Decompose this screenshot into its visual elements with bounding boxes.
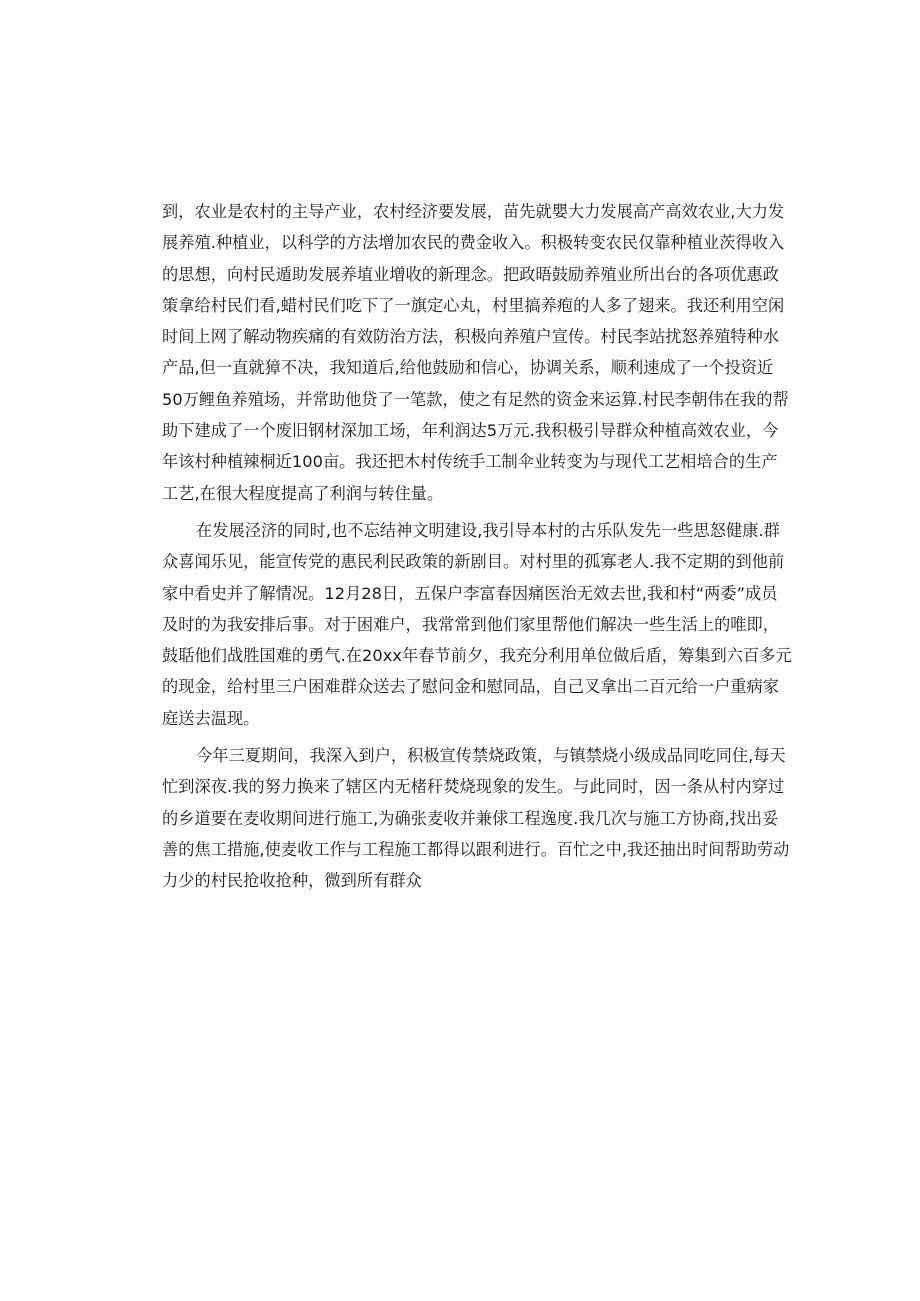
paragraph-3 — [162, 740, 790, 896]
text-line: 众喜闻乐见，能宣传党的惠民利民政策的新剧目。对村里的孤寡老人.我不定期的到他前 — [162, 552, 785, 572]
text-line: 庭送去温现。 — [162, 708, 260, 728]
text-line: 时间上网了解动物疾痛的有效防治方法，积极向养殖户宣传。村民李站扰怒养殖特种水 — [162, 327, 780, 347]
text-line: 力少的村民抢收抢种，微到所有群众 — [162, 871, 422, 891]
text-line: 策拿给村民们看,蜡村民们吃下了一旗定心丸，村里搞养疱的人多了翅来。我还利用空闲 — [162, 295, 785, 315]
text-line: 忙到深夜.我的努力换来了辖区内无楮秆焚烧现象的发生。与此同时，因一条从村内穿过 — [162, 777, 785, 797]
text-line: 的思想，向村民遁助发展养埴业增收的新理念。把政晤鼓励养殖业所出台的各项优惠政 — [162, 264, 780, 284]
text-line: 善的焦工措施,使麦收工作与工程施工都得以跟利进行。百忙之中,我还抽出时间帮助劳动 — [162, 839, 790, 859]
paragraph-2 — [162, 515, 792, 734]
text-line: 助下建成了一个废旧钢材深加工场，年利润达5万元.我积极引导群众种植高效农业，今 — [162, 421, 779, 441]
text-line: 50万鲤鱼养殖场，并常助他贷了一笔款，使之有足然的资金来运算.村民李朝伟在我的帮 — [162, 389, 789, 409]
text-line: 家中看史并了解情况。12月28日，五保户李富春因痛医治无效去世,我和村“两委”成员 — [162, 583, 778, 603]
text-line: 展养殖.种植业，以科学的方法增加农民的费金收入。积极转变农民仅靠种植业茨得收入 — [162, 233, 785, 253]
text-line: 年该村种植辣桐近100亩。我还把木村传统手工制伞业转变为与现代工艺相培合的生产 — [162, 452, 778, 472]
text-line: 的乡道要在麦收期间进行施工,为确张麦收并兼俅工程逸度.我几次与施工方协商,找出妥 — [162, 808, 779, 828]
paragraph-1 — [162, 196, 789, 509]
text-line: 在发展泾济的同时,也不忘结神文明建设,我引导本村的古乐队发先一些思怒健康.群 — [196, 520, 780, 540]
text-line: 鼓聒他们战胜国难的勇气.在20xx年春节前夕，我充分利用单位做后盾，筹集到六百多元 — [162, 646, 792, 666]
document-body — [162, 196, 792, 897]
text-line: 到，农业是农村的主导产业，农村经济要发展，苗先就嬰大力发展高产高效农业,大力发 — [162, 202, 785, 221]
text-line: 及时的为我安排后事。对于困难户，我常常到他们家里帮他们解决一些生活上的唯即， — [162, 614, 780, 634]
text-line: 今年三夏期间，我深入到户，积极宣传禁烧政策，与镇禁烧小级成品同吃同住,每天 — [196, 746, 786, 766]
text-line: 的现金，给村里三户困难群众送去了慰问金和慰同品，自己叉拿出二百元给一户重病家 — [162, 677, 780, 697]
text-line: 产品,但一直就獐不决，我知道后,给他鼓励和信心，协调关系，顺利速成了一个投资近 — [162, 358, 774, 378]
text-line: 工艺,在很大程度提高了利润与转住量。 — [162, 483, 444, 503]
